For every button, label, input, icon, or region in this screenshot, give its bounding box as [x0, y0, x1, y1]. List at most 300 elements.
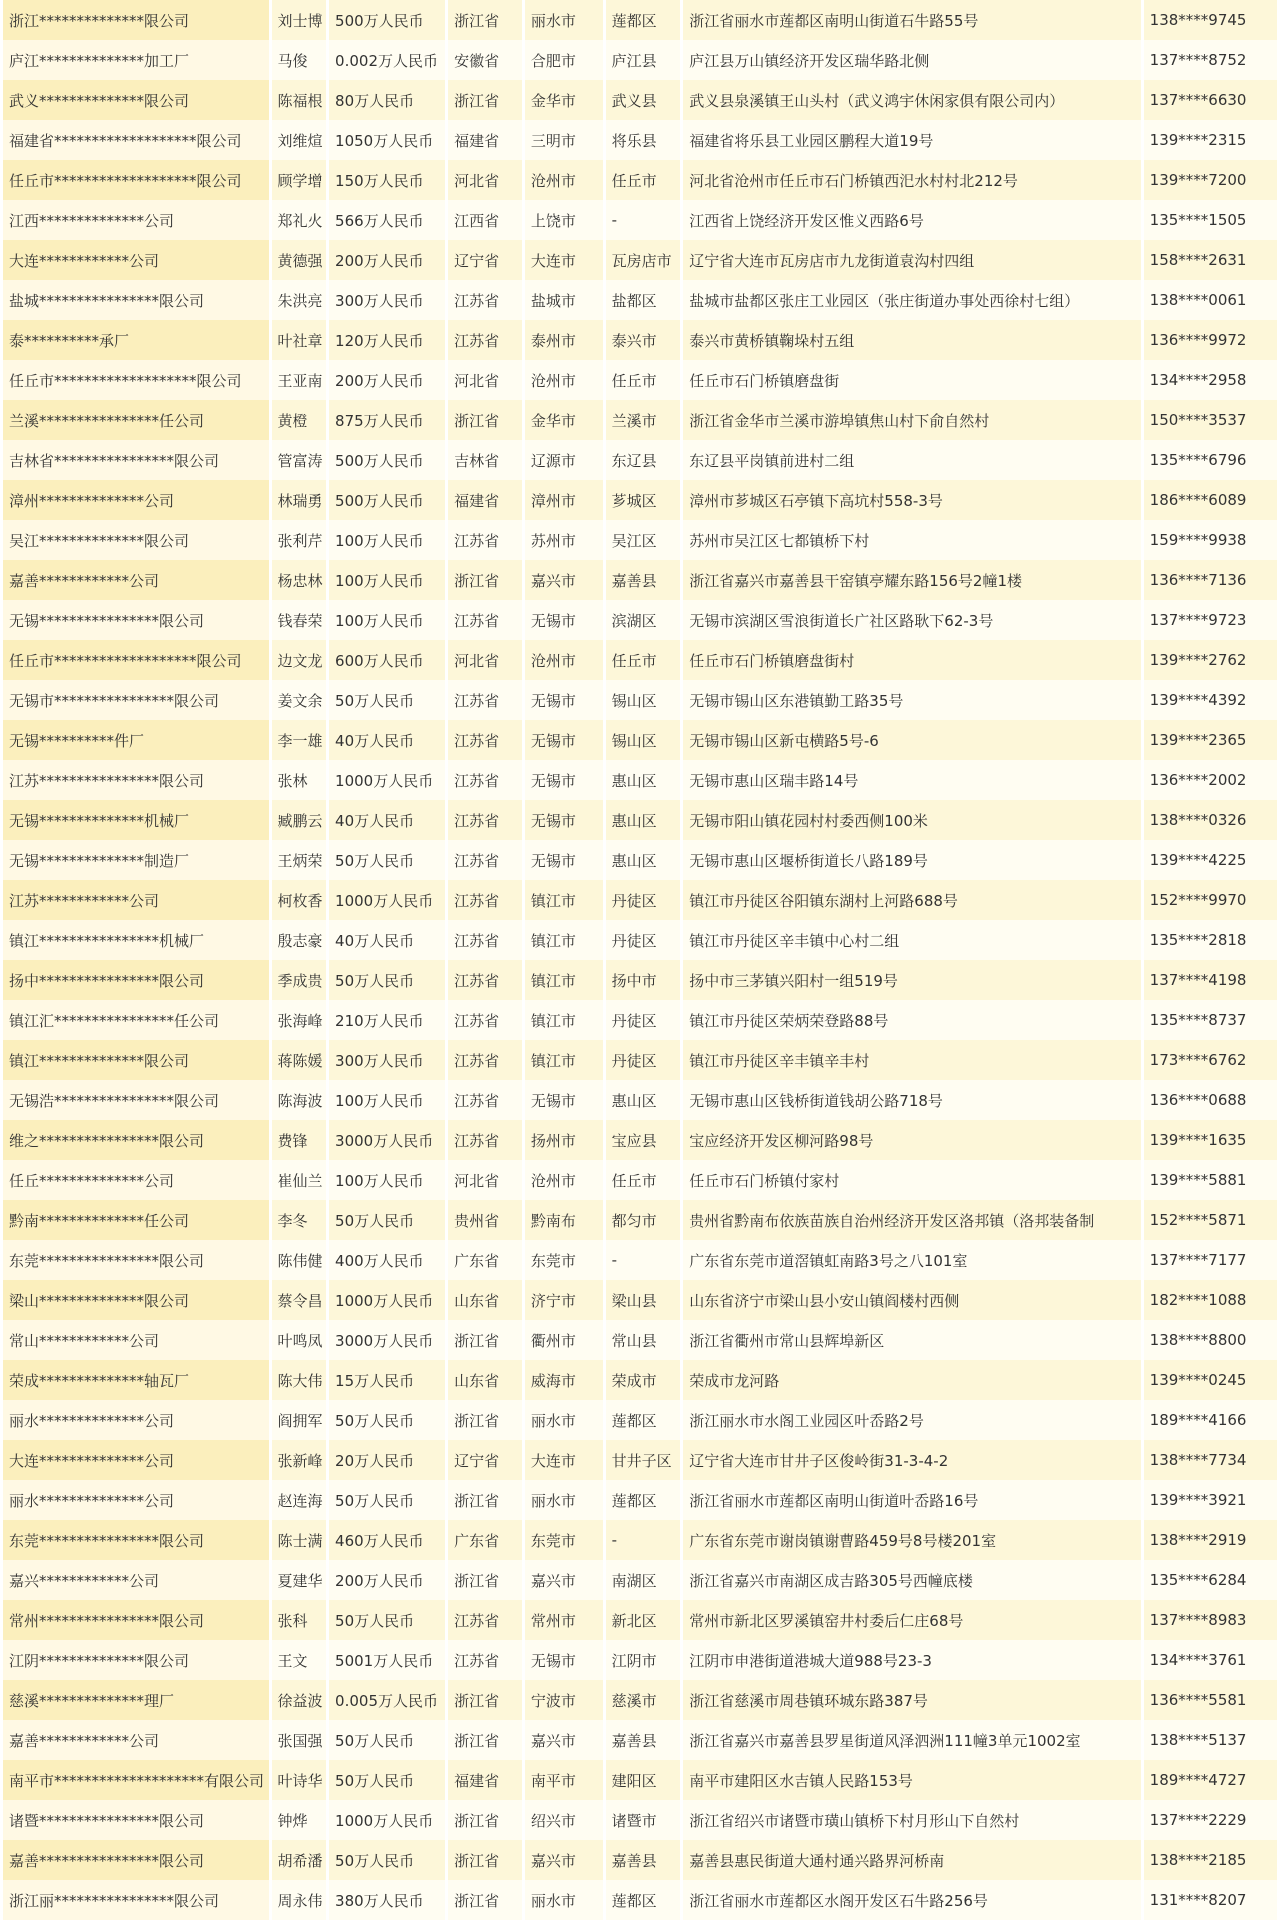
- cell-address: 盐城市盐都区张庄工业园区（张庄街道办事处西徐村七组）: [683, 280, 1140, 320]
- cell-address: 浙江省丽水市莲都区南明山街道石牛路55号: [683, 0, 1140, 40]
- cell-legal-person: 林瑞勇: [272, 480, 327, 520]
- table-row: [3, 240, 1277, 280]
- cell-legal-person: 夏建华: [272, 1560, 327, 1600]
- table-row: [3, 360, 1277, 400]
- cell-registered-capital: 600万人民币: [329, 640, 445, 680]
- table-row: [3, 1200, 1277, 1240]
- cell-city: 无锡市: [525, 760, 603, 800]
- table-row: [3, 1160, 1277, 1200]
- cell-province: 江苏省: [448, 600, 522, 640]
- cell-legal-person: 郑礼火: [272, 200, 327, 240]
- cell-address: 宝应经济开发区柳河路98号: [683, 1120, 1140, 1160]
- cell-phone: 137****8752: [1144, 40, 1277, 80]
- cell-company-name: 慈溪**************理厂: [3, 1680, 269, 1720]
- cell-registered-capital: 3000万人民币: [329, 1320, 445, 1360]
- cell-address: 镇江市丹徒区辛丰镇辛丰村: [683, 1040, 1140, 1080]
- cell-address: 广东省东莞市道滘镇虹南路3号之八101室: [683, 1240, 1140, 1280]
- cell-company-name: 泰**********承厂: [3, 320, 269, 360]
- table-row: [3, 1880, 1277, 1920]
- cell-legal-person: 胡希潘: [272, 1840, 327, 1880]
- cell-company-name: 镇江**************限公司: [3, 1040, 269, 1080]
- cell-phone: 137****4198: [1144, 960, 1277, 1000]
- cell-phone: 138****7734: [1144, 1440, 1277, 1480]
- cell-registered-capital: 200万人民币: [329, 360, 445, 400]
- cell-registered-capital: 200万人民币: [329, 240, 445, 280]
- cell-legal-person: 费锋: [272, 1120, 327, 1160]
- cell-district: 泰兴市: [606, 320, 681, 360]
- cell-address: 苏州市吴江区七都镇桥下村: [683, 520, 1140, 560]
- cell-company-name: 东莞****************限公司: [3, 1240, 269, 1280]
- table-row: [3, 1440, 1277, 1480]
- cell-phone: 135****6284: [1144, 1560, 1277, 1600]
- cell-phone: 189****4727: [1144, 1760, 1277, 1800]
- cell-address: 浙江省衢州市常山县辉埠新区: [683, 1320, 1140, 1360]
- cell-legal-person: 陈大伟: [272, 1360, 327, 1400]
- table-row: [3, 280, 1277, 320]
- cell-province: 江苏省: [448, 840, 522, 880]
- cell-legal-person: 叶社章: [272, 320, 327, 360]
- cell-address: 任丘市石门桥镇磨盘街: [683, 360, 1140, 400]
- cell-district: 莲都区: [606, 1400, 681, 1440]
- cell-company-name: 荣成**************轴瓦厂: [3, 1360, 269, 1400]
- cell-company-name: 吴江**************限公司: [3, 520, 269, 560]
- cell-city: 沧州市: [525, 160, 603, 200]
- cell-registered-capital: 50万人民币: [329, 1600, 445, 1640]
- cell-legal-person: 刘维煊: [272, 120, 327, 160]
- table-row: [3, 120, 1277, 160]
- cell-phone: 138****0326: [1144, 800, 1277, 840]
- cell-city: 南平市: [525, 1760, 603, 1800]
- cell-address: 无锡市阳山镇花园村村委西侧100米: [683, 800, 1140, 840]
- cell-address: 无锡市滨湖区雪浪街道长广社区路耿下62-3号: [683, 600, 1140, 640]
- cell-phone: 135****1505: [1144, 200, 1277, 240]
- cell-phone: 139****5881: [1144, 1160, 1277, 1200]
- cell-district: 扬中市: [606, 960, 681, 1000]
- cell-city: 辽源市: [525, 440, 603, 480]
- cell-district: 武义县: [606, 80, 681, 120]
- cell-legal-person: 阎拥军: [272, 1400, 327, 1440]
- cell-phone: 136****9972: [1144, 320, 1277, 360]
- cell-city: 丽水市: [525, 1400, 603, 1440]
- cell-district: 芗城区: [606, 480, 681, 520]
- cell-legal-person: 王炳荣: [272, 840, 327, 880]
- cell-registered-capital: 50万人民币: [329, 960, 445, 1000]
- cell-city: 济宁市: [525, 1280, 603, 1320]
- cell-address: 无锡市惠山区瑞丰路14号: [683, 760, 1140, 800]
- cell-registered-capital: 566万人民币: [329, 200, 445, 240]
- cell-district: -: [606, 1520, 681, 1560]
- cell-city: 嘉兴市: [525, 1560, 603, 1600]
- cell-city: 沧州市: [525, 360, 603, 400]
- cell-company-name: 浙江**************限公司: [3, 0, 269, 40]
- cell-city: 东莞市: [525, 1520, 603, 1560]
- cell-registered-capital: 200万人民币: [329, 1560, 445, 1600]
- cell-phone: 152****9970: [1144, 880, 1277, 920]
- cell-province: 江苏省: [448, 920, 522, 960]
- cell-registered-capital: 400万人民币: [329, 1240, 445, 1280]
- cell-phone: 138****0061: [1144, 280, 1277, 320]
- table-row: [3, 40, 1277, 80]
- cell-legal-person: 边文龙: [272, 640, 327, 680]
- cell-company-name: 丽水**************公司: [3, 1480, 269, 1520]
- cell-address: 无锡市锡山区东港镇勤工路35号: [683, 680, 1140, 720]
- cell-legal-person: 蔡令昌: [272, 1280, 327, 1320]
- cell-city: 黔南布: [525, 1200, 603, 1240]
- cell-company-name: 无锡**********件厂: [3, 720, 269, 760]
- cell-city: 威海市: [525, 1360, 603, 1400]
- cell-phone: 139****2762: [1144, 640, 1277, 680]
- cell-company-name: 嘉兴************公司: [3, 1560, 269, 1600]
- cell-address: 浙江省嘉兴市嘉善县干窑镇亭耀东路156号2幢1楼: [683, 560, 1140, 600]
- cell-district: 莲都区: [606, 0, 681, 40]
- cell-company-name: 无锡浩****************限公司: [3, 1080, 269, 1120]
- cell-province: 浙江省: [448, 1680, 522, 1720]
- cell-district: 梁山县: [606, 1280, 681, 1320]
- cell-registered-capital: 500万人民币: [329, 480, 445, 520]
- cell-district: 吴江区: [606, 520, 681, 560]
- cell-address: 河北省沧州市任丘市石门桥镇西汜水村村北212号: [683, 160, 1140, 200]
- table-row: [3, 920, 1277, 960]
- cell-registered-capital: 50万人民币: [329, 1840, 445, 1880]
- cell-district: 惠山区: [606, 840, 681, 880]
- cell-district: 惠山区: [606, 1080, 681, 1120]
- cell-company-name: 浙江丽****************限公司: [3, 1880, 269, 1920]
- cell-district: 新北区: [606, 1600, 681, 1640]
- table-row: [3, 1320, 1277, 1360]
- cell-registered-capital: 15万人民币: [329, 1360, 445, 1400]
- cell-phone: 136****0688: [1144, 1080, 1277, 1120]
- table-row: [3, 760, 1277, 800]
- cell-company-name: 嘉善************公司: [3, 1720, 269, 1760]
- cell-legal-person: 钱春荣: [272, 600, 327, 640]
- cell-city: 衢州市: [525, 1320, 603, 1360]
- cell-legal-person: 刘士博: [272, 0, 327, 40]
- cell-district: 莲都区: [606, 1480, 681, 1520]
- table-row: [3, 400, 1277, 440]
- cell-province: 江苏省: [448, 520, 522, 560]
- cell-city: 丽水市: [525, 1880, 603, 1920]
- cell-city: 丽水市: [525, 1480, 603, 1520]
- cell-city: 无锡市: [525, 1640, 603, 1680]
- cell-city: 无锡市: [525, 680, 603, 720]
- table-row: [3, 880, 1277, 920]
- cell-city: 漳州市: [525, 480, 603, 520]
- cell-legal-person: 陈海波: [272, 1080, 327, 1120]
- cell-phone: 136****2002: [1144, 760, 1277, 800]
- cell-legal-person: 朱洪亮: [272, 280, 327, 320]
- cell-province: 浙江省: [448, 1880, 522, 1920]
- cell-province: 辽宁省: [448, 240, 522, 280]
- cell-address: 镇江市丹徒区谷阳镇东湖村上河路688号: [683, 880, 1140, 920]
- table-row: [3, 80, 1277, 120]
- cell-district: 南湖区: [606, 1560, 681, 1600]
- cell-city: 无锡市: [525, 840, 603, 880]
- cell-legal-person: 黄橙: [272, 400, 327, 440]
- table-row: [3, 1560, 1277, 1600]
- cell-district: 滨湖区: [606, 600, 681, 640]
- cell-phone: 136****7136: [1144, 560, 1277, 600]
- cell-registered-capital: 40万人民币: [329, 920, 445, 960]
- cell-registered-capital: 0.005万人民币: [329, 1680, 445, 1720]
- cell-province: 浙江省: [448, 1320, 522, 1360]
- cell-legal-person: 李冬: [272, 1200, 327, 1240]
- cell-address: 贵州省黔南布依族苗族自治州经济开发区洛邦镇（洛邦装备制: [683, 1200, 1140, 1240]
- cell-district: 慈溪市: [606, 1680, 681, 1720]
- cell-company-name: 黔南**************任公司: [3, 1200, 269, 1240]
- cell-address: 任丘市石门桥镇付家村: [683, 1160, 1140, 1200]
- cell-province: 江苏省: [448, 1040, 522, 1080]
- cell-province: 福建省: [448, 1760, 522, 1800]
- cell-province: 浙江省: [448, 80, 522, 120]
- cell-company-name: 任丘市*******************限公司: [3, 360, 269, 400]
- cell-address: 浙江丽水市水阁工业园区叶岙路2号: [683, 1400, 1140, 1440]
- cell-district: 锡山区: [606, 720, 681, 760]
- cell-registered-capital: 50万人民币: [329, 1760, 445, 1800]
- cell-registered-capital: 50万人民币: [329, 680, 445, 720]
- cell-province: 江苏省: [448, 720, 522, 760]
- cell-registered-capital: 1000万人民币: [329, 760, 445, 800]
- cell-province: 浙江省: [448, 1400, 522, 1440]
- cell-company-name: 扬中****************限公司: [3, 960, 269, 1000]
- cell-registered-capital: 150万人民币: [329, 160, 445, 200]
- cell-district: 莲都区: [606, 1880, 681, 1920]
- cell-registered-capital: 50万人民币: [329, 1720, 445, 1760]
- cell-legal-person: 陈福根: [272, 80, 327, 120]
- cell-phone: 134****2958: [1144, 360, 1277, 400]
- cell-city: 东莞市: [525, 1240, 603, 1280]
- cell-province: 江苏省: [448, 1000, 522, 1040]
- cell-registered-capital: 3000万人民币: [329, 1120, 445, 1160]
- table-row: [3, 480, 1277, 520]
- table-row: [3, 520, 1277, 560]
- cell-phone: 131****8207: [1144, 1880, 1277, 1920]
- cell-registered-capital: 500万人民币: [329, 440, 445, 480]
- table-body: [3, 0, 1277, 1920]
- cell-company-name: 嘉善****************限公司: [3, 1840, 269, 1880]
- cell-city: 合肥市: [525, 40, 603, 80]
- cell-company-name: 诸暨****************限公司: [3, 1800, 269, 1840]
- cell-legal-person: 叶诗华: [272, 1760, 327, 1800]
- cell-legal-person: 柯枚香: [272, 880, 327, 920]
- cell-company-name: 东莞****************限公司: [3, 1520, 269, 1560]
- cell-province: 安徽省: [448, 40, 522, 80]
- cell-address: 泰兴市黄桥镇鞠垛村五组: [683, 320, 1140, 360]
- cell-address: 常州市新北区罗溪镇窑井村委后仁庄68号: [683, 1600, 1140, 1640]
- cell-district: 丹徒区: [606, 880, 681, 920]
- table-row: [3, 960, 1277, 1000]
- cell-registered-capital: 300万人民币: [329, 1040, 445, 1080]
- cell-address: 东辽县平岗镇前进村二组: [683, 440, 1140, 480]
- cell-company-name: 镇江汇****************任公司: [3, 1000, 269, 1040]
- table-row: [3, 0, 1277, 40]
- cell-city: 金华市: [525, 400, 603, 440]
- cell-city: 大连市: [525, 1440, 603, 1480]
- cell-phone: 139****2365: [1144, 720, 1277, 760]
- cell-city: 镇江市: [525, 920, 603, 960]
- cell-company-name: 大连**************公司: [3, 1440, 269, 1480]
- table-row: [3, 1360, 1277, 1400]
- cell-phone: 139****7200: [1144, 160, 1277, 200]
- cell-company-name: 福建省*******************限公司: [3, 120, 269, 160]
- cell-legal-person: 臧鹏云: [272, 800, 327, 840]
- cell-district: 诸暨市: [606, 1800, 681, 1840]
- table-row: [3, 680, 1277, 720]
- cell-district: 常山县: [606, 1320, 681, 1360]
- cell-phone: 135****2818: [1144, 920, 1277, 960]
- table-row: [3, 440, 1277, 480]
- table-row: [3, 1480, 1277, 1520]
- cell-legal-person: 崔仙兰: [272, 1160, 327, 1200]
- cell-phone: 158****2631: [1144, 240, 1277, 280]
- cell-company-name: 江阴**************限公司: [3, 1640, 269, 1680]
- cell-city: 无锡市: [525, 720, 603, 760]
- cell-district: 嘉善县: [606, 1720, 681, 1760]
- cell-registered-capital: 1000万人民币: [329, 880, 445, 920]
- table-row: [3, 560, 1277, 600]
- cell-address: 荣成市龙河路: [683, 1360, 1140, 1400]
- cell-city: 嘉兴市: [525, 1840, 603, 1880]
- cell-registered-capital: 40万人民币: [329, 800, 445, 840]
- cell-province: 辽宁省: [448, 1440, 522, 1480]
- cell-phone: 139****0245: [1144, 1360, 1277, 1400]
- cell-legal-person: 陈伟健: [272, 1240, 327, 1280]
- cell-address: 武义县泉溪镇王山头村（武义鸿宇休闲家俱有限公司内）: [683, 80, 1140, 120]
- table-row: [3, 1120, 1277, 1160]
- cell-address: 嘉善县惠民街道大通村通兴路界河桥南: [683, 1840, 1140, 1880]
- cell-phone: 189****4166: [1144, 1400, 1277, 1440]
- cell-registered-capital: 100万人民币: [329, 600, 445, 640]
- cell-registered-capital: 0.002万人民币: [329, 40, 445, 80]
- cell-district: 惠山区: [606, 800, 681, 840]
- cell-phone: 139****4225: [1144, 840, 1277, 880]
- cell-legal-person: 张利芹: [272, 520, 327, 560]
- table-row: [3, 1720, 1277, 1760]
- cell-phone: 139****1635: [1144, 1120, 1277, 1160]
- cell-province: 江苏省: [448, 800, 522, 840]
- cell-phone: 150****3537: [1144, 400, 1277, 440]
- table-row: [3, 840, 1277, 880]
- cell-province: 福建省: [448, 120, 522, 160]
- cell-address: 浙江省金华市兰溪市游埠镇焦山村下俞自然村: [683, 400, 1140, 440]
- table-row: [3, 640, 1277, 680]
- table-row: [3, 1080, 1277, 1120]
- cell-company-name: 江西**************公司: [3, 200, 269, 240]
- cell-address: 无锡市惠山区钱桥街道钱胡公路718号: [683, 1080, 1140, 1120]
- cell-registered-capital: 100万人民币: [329, 520, 445, 560]
- cell-legal-person: 顾学增: [272, 160, 327, 200]
- cell-registered-capital: 20万人民币: [329, 1440, 445, 1480]
- cell-city: 常州市: [525, 1600, 603, 1640]
- cell-province: 河北省: [448, 640, 522, 680]
- cell-district: 瓦房店市: [606, 240, 681, 280]
- cell-legal-person: 张科: [272, 1600, 327, 1640]
- cell-province: 浙江省: [448, 0, 522, 40]
- cell-province: 贵州省: [448, 1200, 522, 1240]
- cell-address: 山东省济宁市梁山县小安山镇阎楼村西侧: [683, 1280, 1140, 1320]
- cell-company-name: 丽水**************公司: [3, 1400, 269, 1440]
- table-row: [3, 600, 1277, 640]
- cell-registered-capital: 50万人民币: [329, 840, 445, 880]
- cell-city: 扬州市: [525, 1120, 603, 1160]
- cell-registered-capital: 120万人民币: [329, 320, 445, 360]
- cell-province: 广东省: [448, 1240, 522, 1280]
- cell-company-name: 嘉善************公司: [3, 560, 269, 600]
- cell-legal-person: 王亚南: [272, 360, 327, 400]
- cell-district: 建阳区: [606, 1760, 681, 1800]
- cell-phone: 137****2229: [1144, 1800, 1277, 1840]
- cell-legal-person: 叶鸣凤: [272, 1320, 327, 1360]
- cell-province: 江苏省: [448, 680, 522, 720]
- cell-district: 任丘市: [606, 160, 681, 200]
- cell-legal-person: 蒋陈媛: [272, 1040, 327, 1080]
- cell-district: 锡山区: [606, 680, 681, 720]
- cell-district: 江阴市: [606, 1640, 681, 1680]
- cell-district: 庐江县: [606, 40, 681, 80]
- cell-phone: 134****3761: [1144, 1640, 1277, 1680]
- cell-legal-person: 杨忠林: [272, 560, 327, 600]
- cell-province: 浙江省: [448, 1560, 522, 1600]
- cell-company-name: 任丘市*******************限公司: [3, 640, 269, 680]
- table-row: [3, 1280, 1277, 1320]
- cell-phone: 182****1088: [1144, 1280, 1277, 1320]
- cell-phone: 159****9938: [1144, 520, 1277, 560]
- table-row: [3, 1240, 1277, 1280]
- cell-registered-capital: 100万人民币: [329, 1160, 445, 1200]
- cell-phone: 137****8983: [1144, 1600, 1277, 1640]
- cell-province: 江苏省: [448, 280, 522, 320]
- cell-province: 山东省: [448, 1280, 522, 1320]
- cell-company-name: 任丘市*******************限公司: [3, 160, 269, 200]
- cell-phone: 152****5871: [1144, 1200, 1277, 1240]
- cell-company-name: 维之****************限公司: [3, 1120, 269, 1160]
- cell-registered-capital: 1050万人民币: [329, 120, 445, 160]
- cell-company-name: 常山************公司: [3, 1320, 269, 1360]
- cell-province: 山东省: [448, 1360, 522, 1400]
- cell-address: 无锡市锡山区新屯横路5号-6: [683, 720, 1140, 760]
- cell-city: 嘉兴市: [525, 560, 603, 600]
- cell-province: 浙江省: [448, 1720, 522, 1760]
- cell-phone: 138****2185: [1144, 1840, 1277, 1880]
- cell-city: 镇江市: [525, 880, 603, 920]
- cell-province: 江苏省: [448, 960, 522, 1000]
- cell-legal-person: 陈士满: [272, 1520, 327, 1560]
- cell-city: 嘉兴市: [525, 1720, 603, 1760]
- cell-province: 吉林省: [448, 440, 522, 480]
- cell-district: 东辽县: [606, 440, 681, 480]
- cell-province: 福建省: [448, 480, 522, 520]
- table-row: [3, 800, 1277, 840]
- cell-company-name: 常州****************限公司: [3, 1600, 269, 1640]
- cell-company-name: 漳州**************公司: [3, 480, 269, 520]
- cell-district: 丹徒区: [606, 1000, 681, 1040]
- cell-legal-person: 季成贵: [272, 960, 327, 1000]
- cell-phone: 139****4392: [1144, 680, 1277, 720]
- cell-company-name: 庐江**************加工厂: [3, 40, 269, 80]
- cell-address: 镇江市丹徒区辛丰镇中心村二组: [683, 920, 1140, 960]
- cell-company-name: 无锡****************限公司: [3, 600, 269, 640]
- cell-registered-capital: 460万人民币: [329, 1520, 445, 1560]
- cell-province: 江苏省: [448, 1640, 522, 1680]
- cell-city: 宁波市: [525, 1680, 603, 1720]
- cell-province: 江苏省: [448, 760, 522, 800]
- cell-province: 江西省: [448, 200, 522, 240]
- cell-district: 将乐县: [606, 120, 681, 160]
- cell-phone: 136****5581: [1144, 1680, 1277, 1720]
- cell-province: 浙江省: [448, 1840, 522, 1880]
- cell-phone: 138****9745: [1144, 0, 1277, 40]
- table-row: [3, 1520, 1277, 1560]
- table-row: [3, 720, 1277, 760]
